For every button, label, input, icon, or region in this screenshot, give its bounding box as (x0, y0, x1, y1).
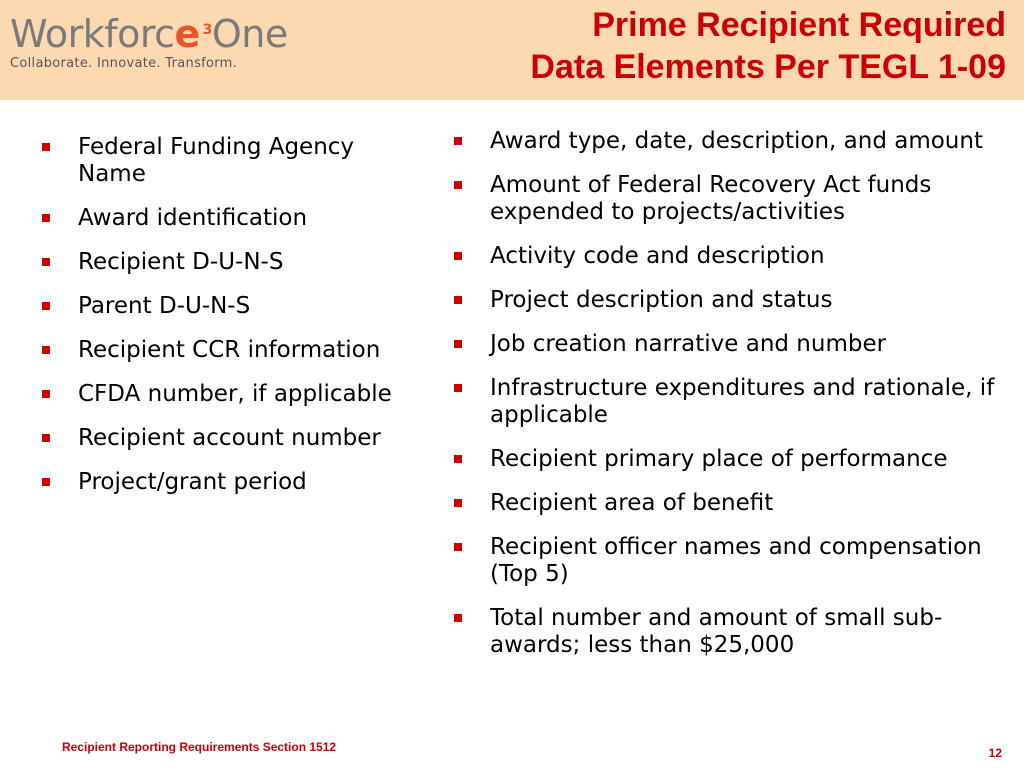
logo-wordmark (10, 10, 288, 58)
list-item (40, 337, 420, 364)
list-item (40, 469, 420, 496)
square-bullet-icon (454, 614, 462, 622)
list-item-text: Recipient officer names and compensation (Top 5) (490, 534, 982, 587)
list-item (452, 446, 1012, 473)
right-bullet-list (452, 128, 1012, 676)
list-item (452, 243, 1012, 270)
list-item (40, 249, 420, 276)
square-bullet-icon (42, 214, 50, 222)
square-bullet-icon (454, 137, 462, 145)
list-item-text: Recipient account number (78, 425, 381, 451)
list-item-text: Award type, date, description, and amount (490, 128, 983, 154)
list-item (452, 331, 1012, 358)
logo-tagline: Collaborate. Innovate. Transform. (10, 56, 238, 71)
square-bullet-icon (454, 252, 462, 260)
square-bullet-icon (42, 143, 50, 151)
list-item (452, 128, 1012, 155)
slide-title-line2: Data Elements Per TEGL 1-09 (530, 48, 1006, 86)
page-number: 12 (988, 746, 1002, 760)
square-bullet-icon (454, 181, 462, 189)
square-bullet-icon (42, 478, 50, 486)
list-item (40, 293, 420, 320)
list-item-text: CFDA number, if applicable (78, 381, 392, 407)
list-item-text: Award identification (78, 205, 308, 231)
logo-e-letter: e (174, 12, 200, 56)
square-bullet-icon (42, 346, 50, 354)
list-item-text: Federal Funding Agency Name (78, 134, 355, 187)
square-bullet-icon (42, 258, 50, 266)
workforce3one-logo (10, 10, 288, 71)
left-bullet-list (40, 134, 420, 513)
list-item (452, 534, 1012, 588)
square-bullet-icon (42, 302, 50, 310)
list-item (452, 287, 1012, 314)
list-item (452, 605, 1012, 659)
square-bullet-icon (454, 384, 462, 392)
list-item-text: Parent D-U-N-S (78, 293, 251, 319)
list-item-text: Recipient area of benefit (490, 490, 774, 516)
slide-title-line1: Prime Recipient Required (592, 6, 1006, 44)
list-item (452, 375, 1012, 429)
list-item-text: Recipient primary place of performance (490, 446, 948, 472)
list-item-text: Amount of Federal Recovery Act funds expended to projects/activities (490, 172, 932, 225)
list-item-text: Recipient CCR information (78, 337, 381, 363)
logo-name-part1: Workforc (10, 12, 175, 56)
header-band (0, 0, 1024, 100)
list-item (452, 172, 1012, 226)
footer-section-label: Recipient Reporting Requirements Section 1512 (62, 740, 337, 754)
list-item-text: Project/grant period (78, 469, 307, 495)
list-item (40, 381, 420, 408)
list-item (40, 205, 420, 232)
list-item-text: Total number and amount of small sub-awards; less than $25,000 (490, 605, 943, 658)
list-item (40, 134, 420, 188)
list-item-text: Project description and status (490, 287, 833, 313)
slide-title (530, 4, 1006, 88)
list-item-text: Infrastructure expenditures and rationale, if applicable (490, 375, 995, 428)
square-bullet-icon (454, 543, 462, 551)
list-item-text: Job creation narrative and number (490, 331, 887, 357)
list-item-text: Recipient D-U-N-S (78, 249, 284, 275)
square-bullet-icon (454, 455, 462, 463)
logo-e-mark (174, 10, 212, 58)
logo-name-part2: One (211, 12, 288, 56)
list-item (40, 425, 420, 452)
logo-superscript: 3 (202, 22, 212, 38)
list-item (452, 490, 1012, 517)
square-bullet-icon (454, 499, 462, 507)
square-bullet-icon (454, 340, 462, 348)
list-item-text: Activity code and description (490, 243, 825, 269)
square-bullet-icon (42, 390, 50, 398)
square-bullet-icon (42, 434, 50, 442)
square-bullet-icon (454, 296, 462, 304)
